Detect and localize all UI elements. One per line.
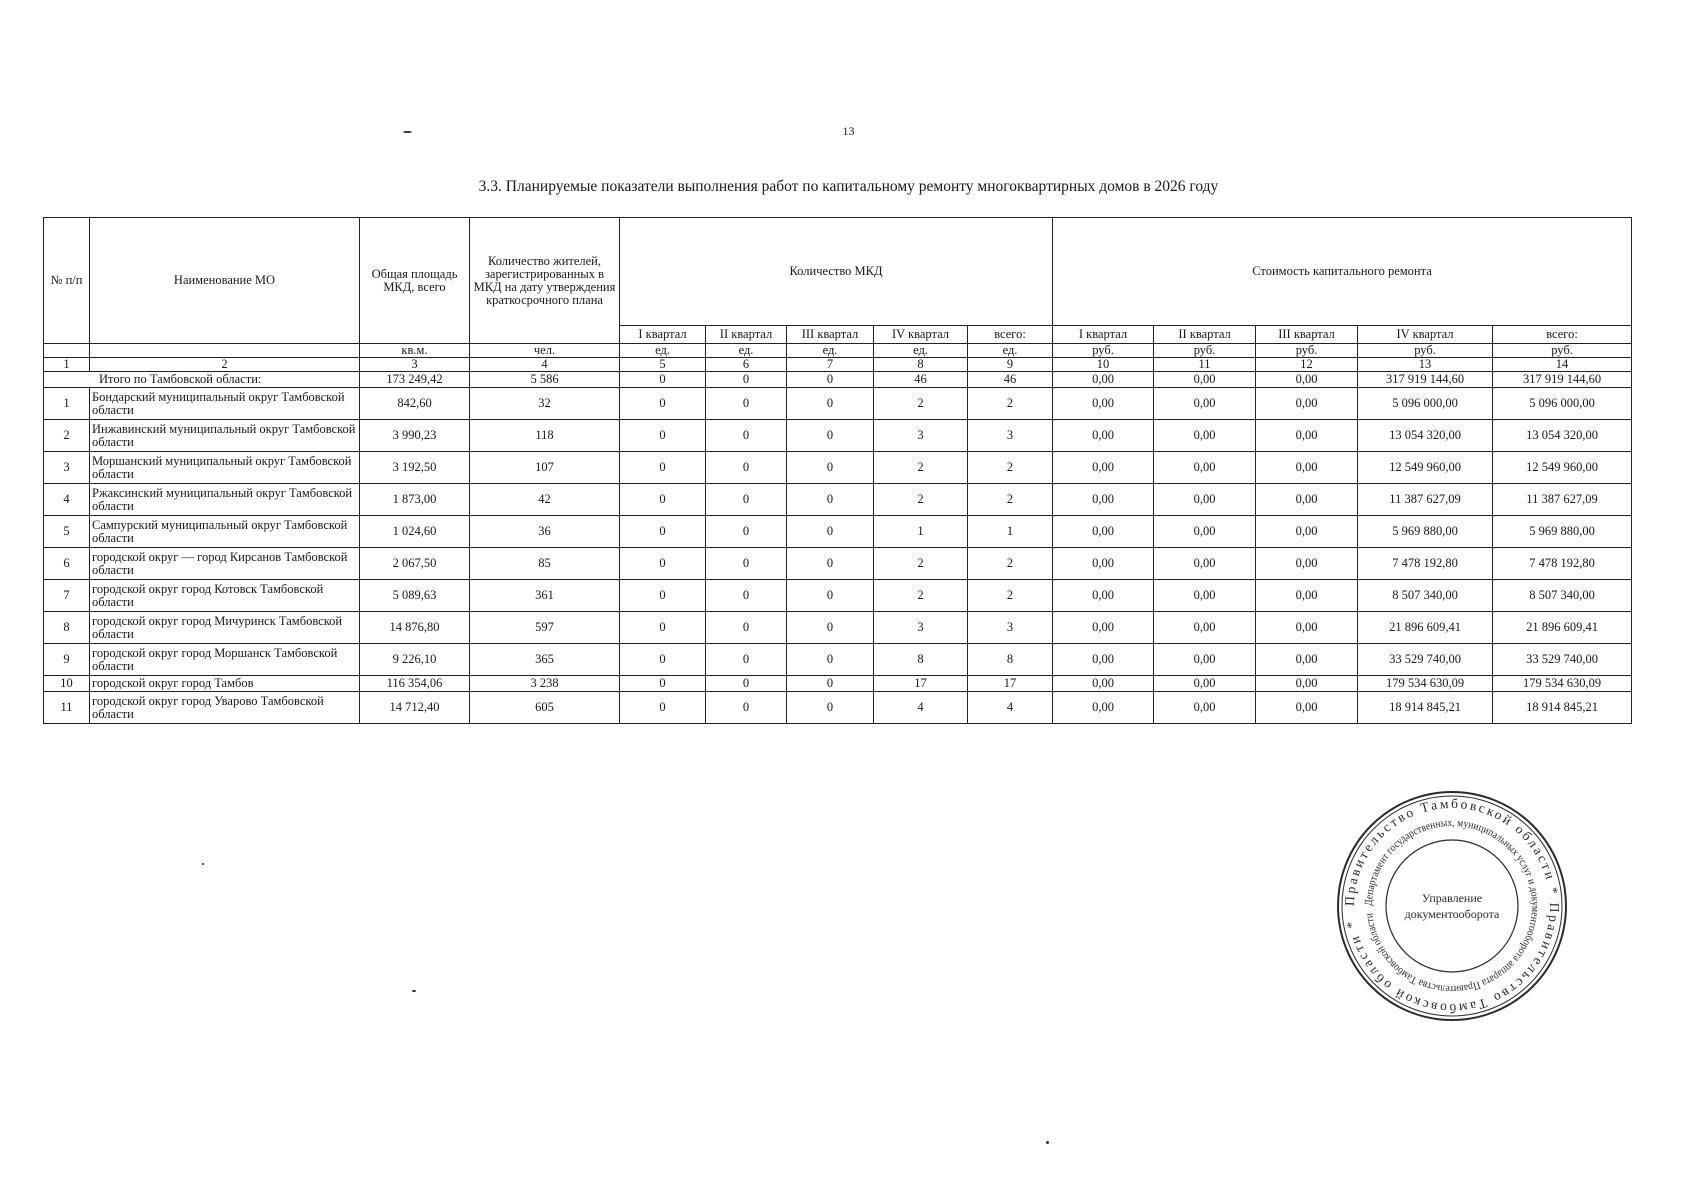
cell-cost: 0,00 <box>1256 580 1358 612</box>
cell-mkd: 0 <box>706 484 787 516</box>
stamp-center-line1: Управление <box>1421 891 1483 905</box>
table-row <box>44 420 1632 452</box>
cell-cost: 0,00 <box>1256 612 1358 644</box>
cell-mkd: 0 <box>620 676 706 692</box>
cell-cost: 0,00 <box>1256 676 1358 692</box>
total-cost-q3: 0,00 <box>1256 372 1358 388</box>
col-number: 8 <box>874 358 968 372</box>
cell-residents: 605 <box>470 692 620 724</box>
cell-area: 9 226,10 <box>360 644 470 676</box>
cell-cost: 0,00 <box>1053 676 1154 692</box>
cell-cost: 11 387 627,09 <box>1358 484 1493 516</box>
cell-mkd: 2 <box>874 580 968 612</box>
cell-residents: 118 <box>470 420 620 452</box>
cell-area: 14 712,40 <box>360 692 470 724</box>
unit-cell <box>90 344 360 358</box>
cell-num: 5 <box>44 516 90 548</box>
cell-mkd: 17 <box>968 676 1053 692</box>
cell-mkd: 0 <box>787 484 874 516</box>
cell-name: городской округ город Моршанск Тамбовской области <box>90 644 360 676</box>
cell-mkd: 0 <box>706 516 787 548</box>
cell-cost: 5 969 880,00 <box>1358 516 1493 548</box>
table-row <box>44 548 1632 580</box>
col-number: 10 <box>1053 358 1154 372</box>
cell-cost: 0,00 <box>1154 452 1256 484</box>
cell-cost: 0,00 <box>1256 692 1358 724</box>
cell-cost: 12 549 960,00 <box>1493 452 1632 484</box>
unit-mkd: ед. <box>787 344 874 358</box>
cell-num: 7 <box>44 580 90 612</box>
mkd-q2-header: II квартал <box>706 326 787 344</box>
cell-mkd: 0 <box>706 612 787 644</box>
unit-mkd: ед. <box>620 344 706 358</box>
cell-mkd: 0 <box>787 676 874 692</box>
units-row <box>44 344 1632 358</box>
cell-mkd: 0 <box>787 580 874 612</box>
cell-num: 3 <box>44 452 90 484</box>
cell-mkd: 2 <box>968 580 1053 612</box>
cell-cost: 5 096 000,00 <box>1358 388 1493 420</box>
header-row <box>44 218 1632 326</box>
total-cost-q1: 0,00 <box>1053 372 1154 388</box>
cell-residents: 36 <box>470 516 620 548</box>
cell-cost: 0,00 <box>1154 516 1256 548</box>
cell-cost: 0,00 <box>1256 452 1358 484</box>
cell-cost: 0,00 <box>1154 388 1256 420</box>
cell-mkd: 0 <box>706 692 787 724</box>
cell-cost: 0,00 <box>1154 580 1256 612</box>
cell-cost: 0,00 <box>1053 516 1154 548</box>
unit-cost: руб. <box>1154 344 1256 358</box>
cell-mkd: 0 <box>620 548 706 580</box>
cell-residents: 107 <box>470 452 620 484</box>
total-mkd-q2: 0 <box>706 372 787 388</box>
cell-mkd: 0 <box>706 420 787 452</box>
cell-mkd: 0 <box>787 420 874 452</box>
unit-area: кв.м. <box>360 344 470 358</box>
cost-q1-header: I квартал <box>1053 326 1154 344</box>
cell-name: городской округ город Тамбов <box>90 676 360 692</box>
cell-cost: 0,00 <box>1053 644 1154 676</box>
cell-name: Бондарский муниципальный округ Тамбовской области <box>90 388 360 420</box>
cell-mkd: 0 <box>706 676 787 692</box>
cell-mkd: 0 <box>787 612 874 644</box>
page-number: 13 <box>842 124 855 138</box>
cell-cost: 8 507 340,00 <box>1493 580 1632 612</box>
header-residents: Количество жителей, зарегистрированных в МКД на дату утверждения краткосрочного плана <box>470 218 620 344</box>
mkd-q3-header: III квартал <box>787 326 874 344</box>
cell-area: 5 089,63 <box>360 580 470 612</box>
cell-cost: 0,00 <box>1256 420 1358 452</box>
cell-mkd: 0 <box>620 388 706 420</box>
cell-name: городской округ город Котовск Тамбовской области <box>90 580 360 612</box>
total-label: Итого по Тамбовской области: <box>44 372 360 388</box>
cell-area: 1 873,00 <box>360 484 470 516</box>
cell-mkd: 0 <box>620 484 706 516</box>
cell-residents: 3 238 <box>470 676 620 692</box>
col-number: 3 <box>360 358 470 372</box>
unit-cost: руб. <box>1493 344 1632 358</box>
table-row <box>44 452 1632 484</box>
cell-mkd: 2 <box>968 484 1053 516</box>
cell-cost: 5 969 880,00 <box>1493 516 1632 548</box>
cell-cost: 0,00 <box>1256 388 1358 420</box>
cell-mkd: 2 <box>968 452 1053 484</box>
cell-mkd: 8 <box>968 644 1053 676</box>
cell-residents: 365 <box>470 644 620 676</box>
cell-mkd: 2 <box>874 548 968 580</box>
table-row <box>44 516 1632 548</box>
cell-cost: 0,00 <box>1053 452 1154 484</box>
col-number: 13 <box>1358 358 1493 372</box>
cell-residents: 32 <box>470 388 620 420</box>
cell-mkd: 2 <box>968 388 1053 420</box>
stamp-inner-text: Департамент государственных, муниципальных услуг и документооборота аппарата Правительства Тамбовской области <box>1362 816 1542 996</box>
cell-cost: 0,00 <box>1053 612 1154 644</box>
cell-cost: 33 529 740,00 <box>1493 644 1632 676</box>
cell-area: 116 354,06 <box>360 676 470 692</box>
cell-mkd: 2 <box>968 548 1053 580</box>
col-number: 9 <box>968 358 1053 372</box>
cell-mkd: 0 <box>787 644 874 676</box>
cell-name: городской округ город Уварово Тамбовской области <box>90 692 360 724</box>
cell-mkd: 0 <box>620 420 706 452</box>
cell-area: 842,60 <box>360 388 470 420</box>
unit-cost: руб. <box>1256 344 1358 358</box>
cell-cost: 0,00 <box>1053 420 1154 452</box>
cell-mkd: 8 <box>874 644 968 676</box>
unit-cell <box>44 344 90 358</box>
unit-residents: чел. <box>470 344 620 358</box>
cell-cost: 0,00 <box>1154 692 1256 724</box>
unit-mkd: ед. <box>874 344 968 358</box>
cell-num: 8 <box>44 612 90 644</box>
cell-mkd: 3 <box>874 612 968 644</box>
cell-mkd: 0 <box>787 548 874 580</box>
scan-speck <box>412 990 416 992</box>
table-row <box>44 676 1632 692</box>
total-cost-q4: 317 919 144,60 <box>1358 372 1493 388</box>
unit-cost: руб. <box>1053 344 1154 358</box>
col-number: 2 <box>90 358 360 372</box>
unit-mkd: ед. <box>706 344 787 358</box>
cell-mkd: 3 <box>874 420 968 452</box>
mkd-q4-header: IV квартал <box>874 326 968 344</box>
table-row <box>44 580 1632 612</box>
cell-mkd: 0 <box>620 452 706 484</box>
cell-mkd: 0 <box>620 516 706 548</box>
cell-num: 6 <box>44 548 90 580</box>
table-row <box>44 612 1632 644</box>
cell-mkd: 0 <box>620 692 706 724</box>
cell-mkd: 0 <box>787 388 874 420</box>
scan-speck <box>202 863 204 865</box>
cell-name: городской округ город Мичуринск Тамбовской области <box>90 612 360 644</box>
cell-name: городской округ — город Кирсанов Тамбовской области <box>90 548 360 580</box>
cell-cost: 13 054 320,00 <box>1358 420 1493 452</box>
cell-area: 3 192,50 <box>360 452 470 484</box>
cell-mkd: 2 <box>874 484 968 516</box>
total-mkd-q1: 0 <box>620 372 706 388</box>
cell-mkd: 0 <box>706 388 787 420</box>
total-row <box>44 372 1632 388</box>
repair-plan-table <box>43 217 1632 724</box>
total-residents: 5 586 <box>470 372 620 388</box>
cell-cost: 18 914 845,21 <box>1358 692 1493 724</box>
cell-cost: 18 914 845,21 <box>1493 692 1632 724</box>
cell-mkd: 2 <box>874 388 968 420</box>
cell-num: 11 <box>44 692 90 724</box>
cell-mkd: 4 <box>874 692 968 724</box>
cell-mkd: 1 <box>968 516 1053 548</box>
cell-mkd: 0 <box>706 644 787 676</box>
cell-mkd: 0 <box>706 452 787 484</box>
stamp-inner-ring <box>1386 840 1518 972</box>
cell-residents: 597 <box>470 612 620 644</box>
cell-cost: 0,00 <box>1053 484 1154 516</box>
cell-cost: 0,00 <box>1053 548 1154 580</box>
cell-name: Сампурский муниципальный округ Тамбовской области <box>90 516 360 548</box>
cell-name: Моршанский муниципальный округ Тамбовской области <box>90 452 360 484</box>
cell-mkd: 1 <box>874 516 968 548</box>
cell-num: 9 <box>44 644 90 676</box>
total-mkd-all: 46 <box>968 372 1053 388</box>
cell-area: 2 067,50 <box>360 548 470 580</box>
cell-cost: 0,00 <box>1154 644 1256 676</box>
cell-mkd: 0 <box>706 548 787 580</box>
cell-cost: 0,00 <box>1154 676 1256 692</box>
col-number: 7 <box>787 358 874 372</box>
cell-mkd: 3 <box>968 420 1053 452</box>
table-row <box>44 484 1632 516</box>
header-mkd-group: Количество МКД <box>620 218 1053 326</box>
cell-cost: 12 549 960,00 <box>1358 452 1493 484</box>
cell-area: 3 990,23 <box>360 420 470 452</box>
document-title: 3.3. Планируемые показатели выполнения работ по капитальному ремонту многоквартирных домов в 2026 году <box>478 178 1219 195</box>
cell-cost: 7 478 192,80 <box>1358 548 1493 580</box>
cell-cost: 0,00 <box>1154 612 1256 644</box>
cell-cost: 0,00 <box>1256 516 1358 548</box>
col-number: 12 <box>1256 358 1358 372</box>
total-cost-q2: 0,00 <box>1154 372 1256 388</box>
cell-cost: 0,00 <box>1154 548 1256 580</box>
cell-residents: 42 <box>470 484 620 516</box>
cell-cost: 5 096 000,00 <box>1493 388 1632 420</box>
cell-residents: 85 <box>470 548 620 580</box>
col-number: 11 <box>1154 358 1256 372</box>
cell-mkd: 0 <box>787 516 874 548</box>
col-number: 1 <box>44 358 90 372</box>
cell-cost: 21 896 609,41 <box>1493 612 1632 644</box>
cell-cost: 0,00 <box>1154 484 1256 516</box>
cell-name: Инжавинский муниципальный округ Тамбовской области <box>90 420 360 452</box>
table-row <box>44 692 1632 724</box>
cost-q2-header: II квартал <box>1154 326 1256 344</box>
cell-cost: 179 534 630,09 <box>1493 676 1632 692</box>
cell-num: 2 <box>44 420 90 452</box>
cell-mkd: 3 <box>968 612 1053 644</box>
cell-cost: 0,00 <box>1053 692 1154 724</box>
table-row <box>44 644 1632 676</box>
cell-name: Ржаксинский муниципальный округ Тамбовской области <box>90 484 360 516</box>
cell-cost: 0,00 <box>1256 644 1358 676</box>
unit-cost: руб. <box>1358 344 1493 358</box>
cell-area: 1 024,60 <box>360 516 470 548</box>
header-area: Общая площадь МКД, всего <box>360 218 470 344</box>
cell-area: 14 876,80 <box>360 612 470 644</box>
mkd-total-header: всего: <box>968 326 1053 344</box>
cell-cost: 0,00 <box>1256 548 1358 580</box>
header-num: № п/п <box>44 218 90 344</box>
cost-q4-header: IV квартал <box>1358 326 1493 344</box>
cell-cost: 0,00 <box>1053 580 1154 612</box>
stamp-center-line2: документооборота <box>1404 907 1500 921</box>
cell-mkd: 0 <box>787 692 874 724</box>
cell-cost: 179 534 630,09 <box>1358 676 1493 692</box>
cell-cost: 11 387 627,09 <box>1493 484 1632 516</box>
cell-cost: 8 507 340,00 <box>1358 580 1493 612</box>
col-number: 14 <box>1493 358 1632 372</box>
cell-num: 4 <box>44 484 90 516</box>
cell-num: 1 <box>44 388 90 420</box>
cell-cost: 0,00 <box>1053 388 1154 420</box>
cell-mkd: 0 <box>620 612 706 644</box>
cell-cost: 0,00 <box>1256 484 1358 516</box>
cell-cost: 7 478 192,80 <box>1493 548 1632 580</box>
scan-speck <box>403 131 412 133</box>
col-number: 5 <box>620 358 706 372</box>
header-cost-group: Стоимость капитального ремонта <box>1053 218 1632 326</box>
mkd-q1-header: I квартал <box>620 326 706 344</box>
cell-mkd: 2 <box>874 452 968 484</box>
total-area: 173 249,42 <box>360 372 470 388</box>
cost-total-header: всего: <box>1493 326 1632 344</box>
total-mkd-q3: 0 <box>787 372 874 388</box>
stamp-outer-text: Правительство Тамбовской области * Правительство Тамбовской области * <box>1341 795 1563 1017</box>
cell-mkd: 17 <box>874 676 968 692</box>
cell-mkd: 4 <box>968 692 1053 724</box>
cell-cost: 33 529 740,00 <box>1358 644 1493 676</box>
cell-mkd: 0 <box>620 644 706 676</box>
col-number: 4 <box>470 358 620 372</box>
cell-cost: 21 896 609,41 <box>1358 612 1493 644</box>
unit-mkd: ед. <box>968 344 1053 358</box>
official-stamp <box>1336 790 1568 1022</box>
cell-mkd: 0 <box>706 580 787 612</box>
cell-cost: 0,00 <box>1154 420 1256 452</box>
cell-mkd: 0 <box>787 452 874 484</box>
scan-speck <box>1046 1141 1049 1144</box>
table-row <box>44 388 1632 420</box>
header-name: Наименование МО <box>90 218 360 344</box>
column-number-row <box>44 358 1632 372</box>
cell-num: 10 <box>44 676 90 692</box>
cell-residents: 361 <box>470 580 620 612</box>
total-cost-all: 317 919 144,60 <box>1493 372 1632 388</box>
cell-mkd: 0 <box>620 580 706 612</box>
cost-q3-header: III квартал <box>1256 326 1358 344</box>
total-mkd-q4: 46 <box>874 372 968 388</box>
cell-cost: 13 054 320,00 <box>1493 420 1632 452</box>
col-number: 6 <box>706 358 787 372</box>
